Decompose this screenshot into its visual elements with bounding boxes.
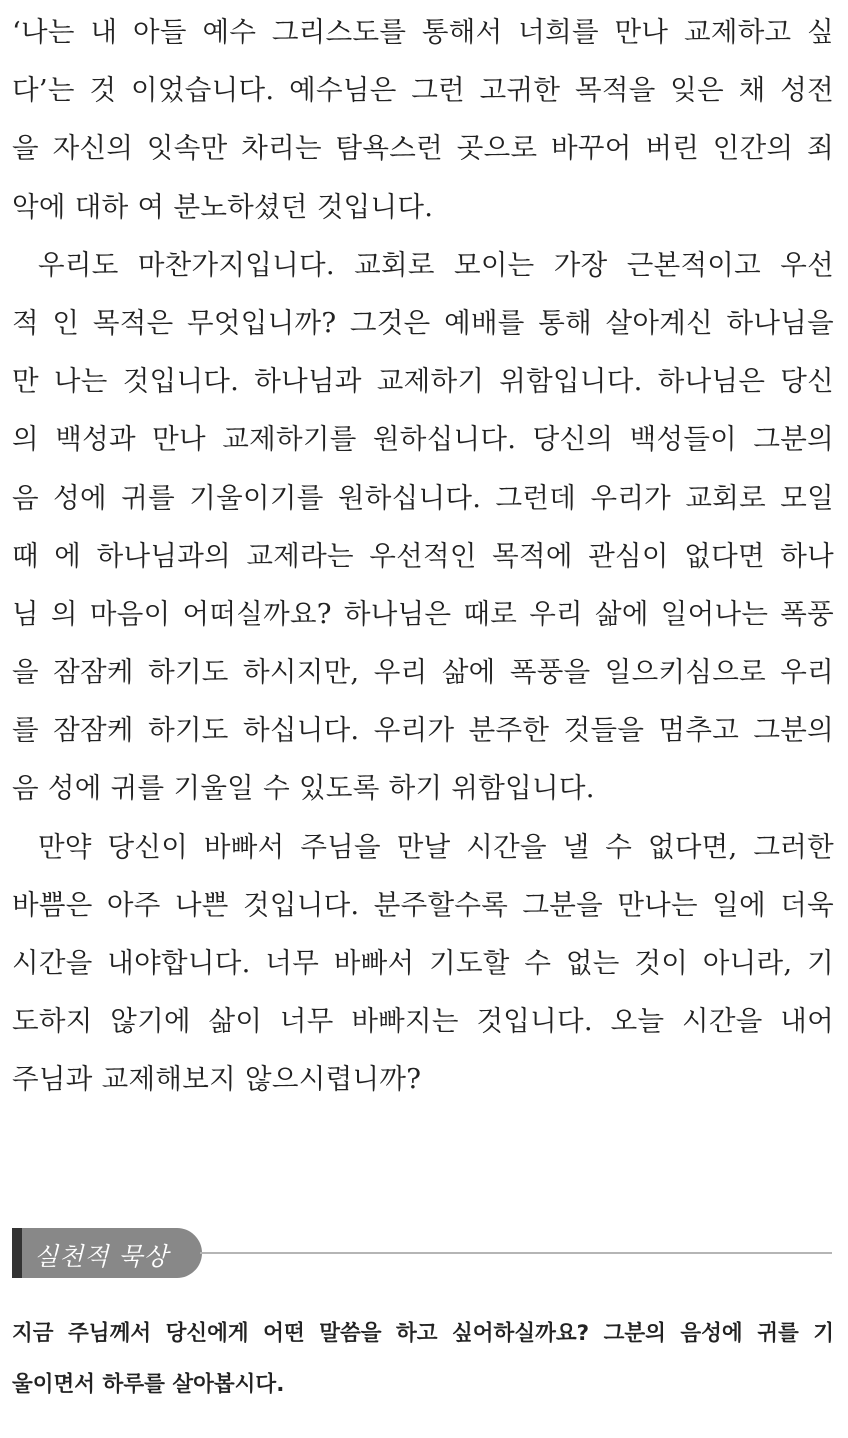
meditation-text <box>12 1314 834 1416</box>
body-line: 적 인 목적은 무엇입니까? 그것은 예배를 통해 살아계신 하나님을 <box>12 306 834 339</box>
body-line: 바쁨은 아주 나쁜 것입니다. 분주할수록 그분을 만나는 일에 더욱 <box>12 888 834 921</box>
section-tag <box>12 1228 202 1278</box>
body-line: 의 백성과 만나 교제하기를 원하십니다. 당신의 백성들이 그분의 <box>12 423 834 456</box>
body-line: 을 잠잠케 하기도 하시지만, 우리 삶에 폭풍을 일으키심으로 우리 <box>12 656 834 689</box>
body-line: 음 성에 귀를 기울일 수 있도록 하기 위함입니다. <box>12 772 595 805</box>
meditation-line: 지금 주님께서 당신에게 어떤 말씀을 하고 싶어하실까요? 그분의 음성에 귀를 기 <box>12 1321 834 1346</box>
section-header <box>12 1228 834 1278</box>
section-divider <box>200 1252 832 1254</box>
body-line: 만 나는 것입니다. 하나님과 교제하기 위함입니다. 하나님은 당신 <box>12 365 834 398</box>
body-line: 시간을 내야합니다. 너무 바빠서 기도할 수 없는 것이 아니라, 기 <box>12 947 834 979</box>
section-title: 실천적 묵상 <box>34 1242 169 1271</box>
body-line: 를 잠잠케 하기도 하십니다. 우리가 분주한 것들을 멈추고 그분의 <box>12 714 834 747</box>
body-line: 만약 당신이 바빠서 주님을 만날 시간을 낼 수 없다면, 그러한 <box>38 830 834 863</box>
body-line: 님 의 마음이 어떠실까요? 하나님은 때로 우리 삶에 일어나는 폭풍 <box>12 597 834 630</box>
meditation-line: 울이면서 하루를 살아봅시다. <box>12 1372 285 1397</box>
body-line: 우리도 마찬가지입니다. 교회로 모이는 가장 근본적이고 우선 <box>38 248 834 281</box>
body-text <box>12 9 834 1115</box>
body-line: 다’는 것 이었습니다. 예수님은 그런 고귀한 목적을 잊은 채 성전 <box>12 74 834 107</box>
body-line: 때 에 하나님과의 교제라는 우선적인 목적에 관심이 없다면 하나 <box>12 539 834 572</box>
body-line: ‘나는 내 아들 예수 그리스도를 통해서 너희를 만나 교제하고 싶 <box>12 16 834 48</box>
book-page <box>12 0 834 1438</box>
body-line: 악에 대하 여 분노하셨던 것입니다. <box>12 190 434 223</box>
body-line: 주님과 교제해보지 않으시렵니까? <box>12 1063 422 1096</box>
body-line: 도하지 않기에 삶이 너무 바빠지는 것입니다. 오늘 시간을 내어 <box>12 1005 834 1038</box>
body-line: 을 자신의 잇속만 차리는 탐욕스런 곳으로 바꾸어 버린 인간의 죄 <box>12 132 834 165</box>
body-line: 음 성에 귀를 기울이기를 원하십니다. 그런데 우리가 교회로 모일 <box>12 481 834 514</box>
